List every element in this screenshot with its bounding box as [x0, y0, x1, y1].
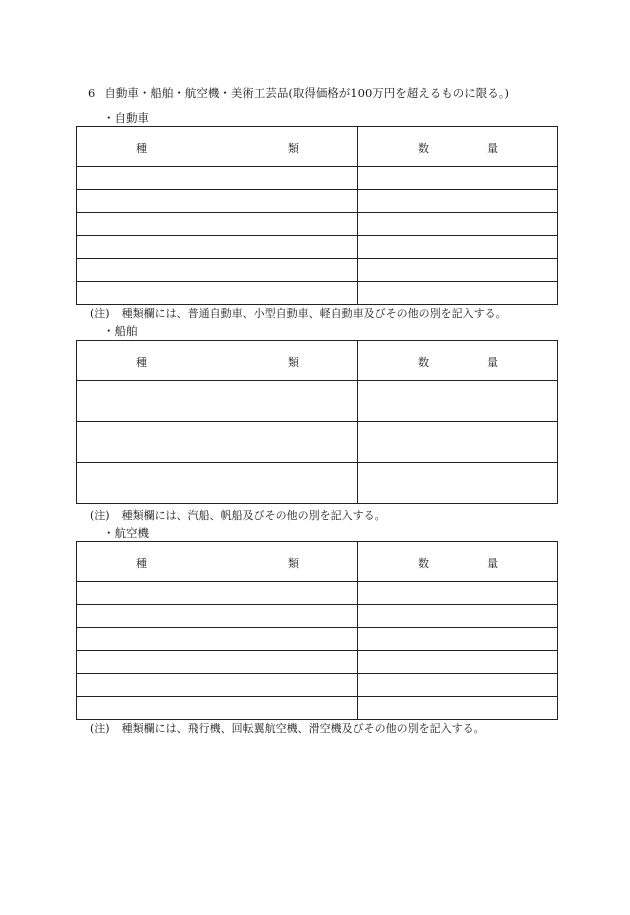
- kind-cell[interactable]: [77, 190, 358, 213]
- kind-cell[interactable]: [77, 259, 358, 282]
- quantity-cell[interactable]: [358, 213, 558, 236]
- table-header-row: [77, 341, 558, 381]
- note-text: 種類欄には、飛行機、回転翼航空機、滑空機及びその他の別を記入する。: [121, 722, 485, 735]
- quantity-header: 数 量: [358, 542, 558, 582]
- kind-cell[interactable]: [77, 697, 358, 720]
- table-row: [77, 582, 558, 605]
- note-label: (注): [90, 307, 110, 320]
- kind-cell[interactable]: [77, 463, 358, 504]
- kind-cell[interactable]: [77, 236, 358, 259]
- quantity-cell[interactable]: [358, 463, 558, 504]
- quantity-cell[interactable]: [358, 236, 558, 259]
- note-label: (注): [90, 509, 110, 522]
- table-row: [77, 628, 558, 651]
- kind-header: 種 類: [77, 341, 358, 381]
- kind-cell[interactable]: [77, 167, 358, 190]
- quantity-cell[interactable]: [358, 651, 558, 674]
- aircraft-note: [90, 720, 485, 736]
- kind-cell[interactable]: [77, 213, 358, 236]
- quantity-cell[interactable]: [358, 697, 558, 720]
- section-title: 自動車・船舶・航空機・美術工芸品(取得価格が100万円を超えるものに限る。): [104, 86, 509, 100]
- note-text: 種類欄には、汽船、帆船及びその他の別を記入する。: [121, 509, 386, 522]
- table-row: [77, 463, 558, 504]
- table-row: [77, 190, 558, 213]
- aircraft-table: [76, 541, 558, 720]
- table-row: [77, 236, 558, 259]
- quantity-cell[interactable]: [358, 628, 558, 651]
- kind-header: 種 類: [77, 542, 358, 582]
- table-header-row: [77, 542, 558, 582]
- ship-table: [76, 340, 558, 504]
- quantity-cell[interactable]: [358, 674, 558, 697]
- kind-cell[interactable]: [77, 282, 358, 305]
- ship-subtitle: ・船舶: [103, 324, 138, 338]
- kind-cell[interactable]: [77, 605, 358, 628]
- kind-cell[interactable]: [77, 628, 358, 651]
- note-text: 種類欄には、普通自動車、小型自動車、軽自動車及びその他の別を記入する。: [121, 307, 507, 320]
- table-row: [77, 213, 558, 236]
- quantity-cell[interactable]: [358, 605, 558, 628]
- table-header-row: [77, 127, 558, 167]
- automobile-note: [90, 305, 507, 321]
- table-row: [77, 651, 558, 674]
- quantity-cell[interactable]: [358, 190, 558, 213]
- table-row: [77, 422, 558, 463]
- aircraft-subtitle: ・航空機: [103, 526, 149, 540]
- kind-cell[interactable]: [77, 582, 358, 605]
- table-row: [77, 605, 558, 628]
- kind-cell[interactable]: [77, 674, 358, 697]
- table-row: [77, 167, 558, 190]
- kind-header: 種 類: [77, 127, 358, 167]
- ship-note: [90, 507, 386, 523]
- table-row: [77, 259, 558, 282]
- kind-cell[interactable]: [77, 422, 358, 463]
- quantity-cell[interactable]: [358, 167, 558, 190]
- kind-cell[interactable]: [77, 651, 358, 674]
- table-row: [77, 674, 558, 697]
- table-row: [77, 381, 558, 422]
- quantity-cell[interactable]: [358, 381, 558, 422]
- automobile-table: [76, 126, 558, 305]
- note-label: (注): [90, 722, 110, 735]
- section-heading: [88, 85, 509, 101]
- quantity-cell[interactable]: [358, 582, 558, 605]
- quantity-header: 数 量: [358, 341, 558, 381]
- section-number: 6: [88, 86, 96, 100]
- quantity-cell[interactable]: [358, 259, 558, 282]
- table-row: [77, 282, 558, 305]
- table-row: [77, 697, 558, 720]
- kind-cell[interactable]: [77, 381, 358, 422]
- quantity-header: 数 量: [358, 127, 558, 167]
- quantity-cell[interactable]: [358, 282, 558, 305]
- automobile-subtitle: ・自動車: [103, 111, 149, 125]
- quantity-cell[interactable]: [358, 422, 558, 463]
